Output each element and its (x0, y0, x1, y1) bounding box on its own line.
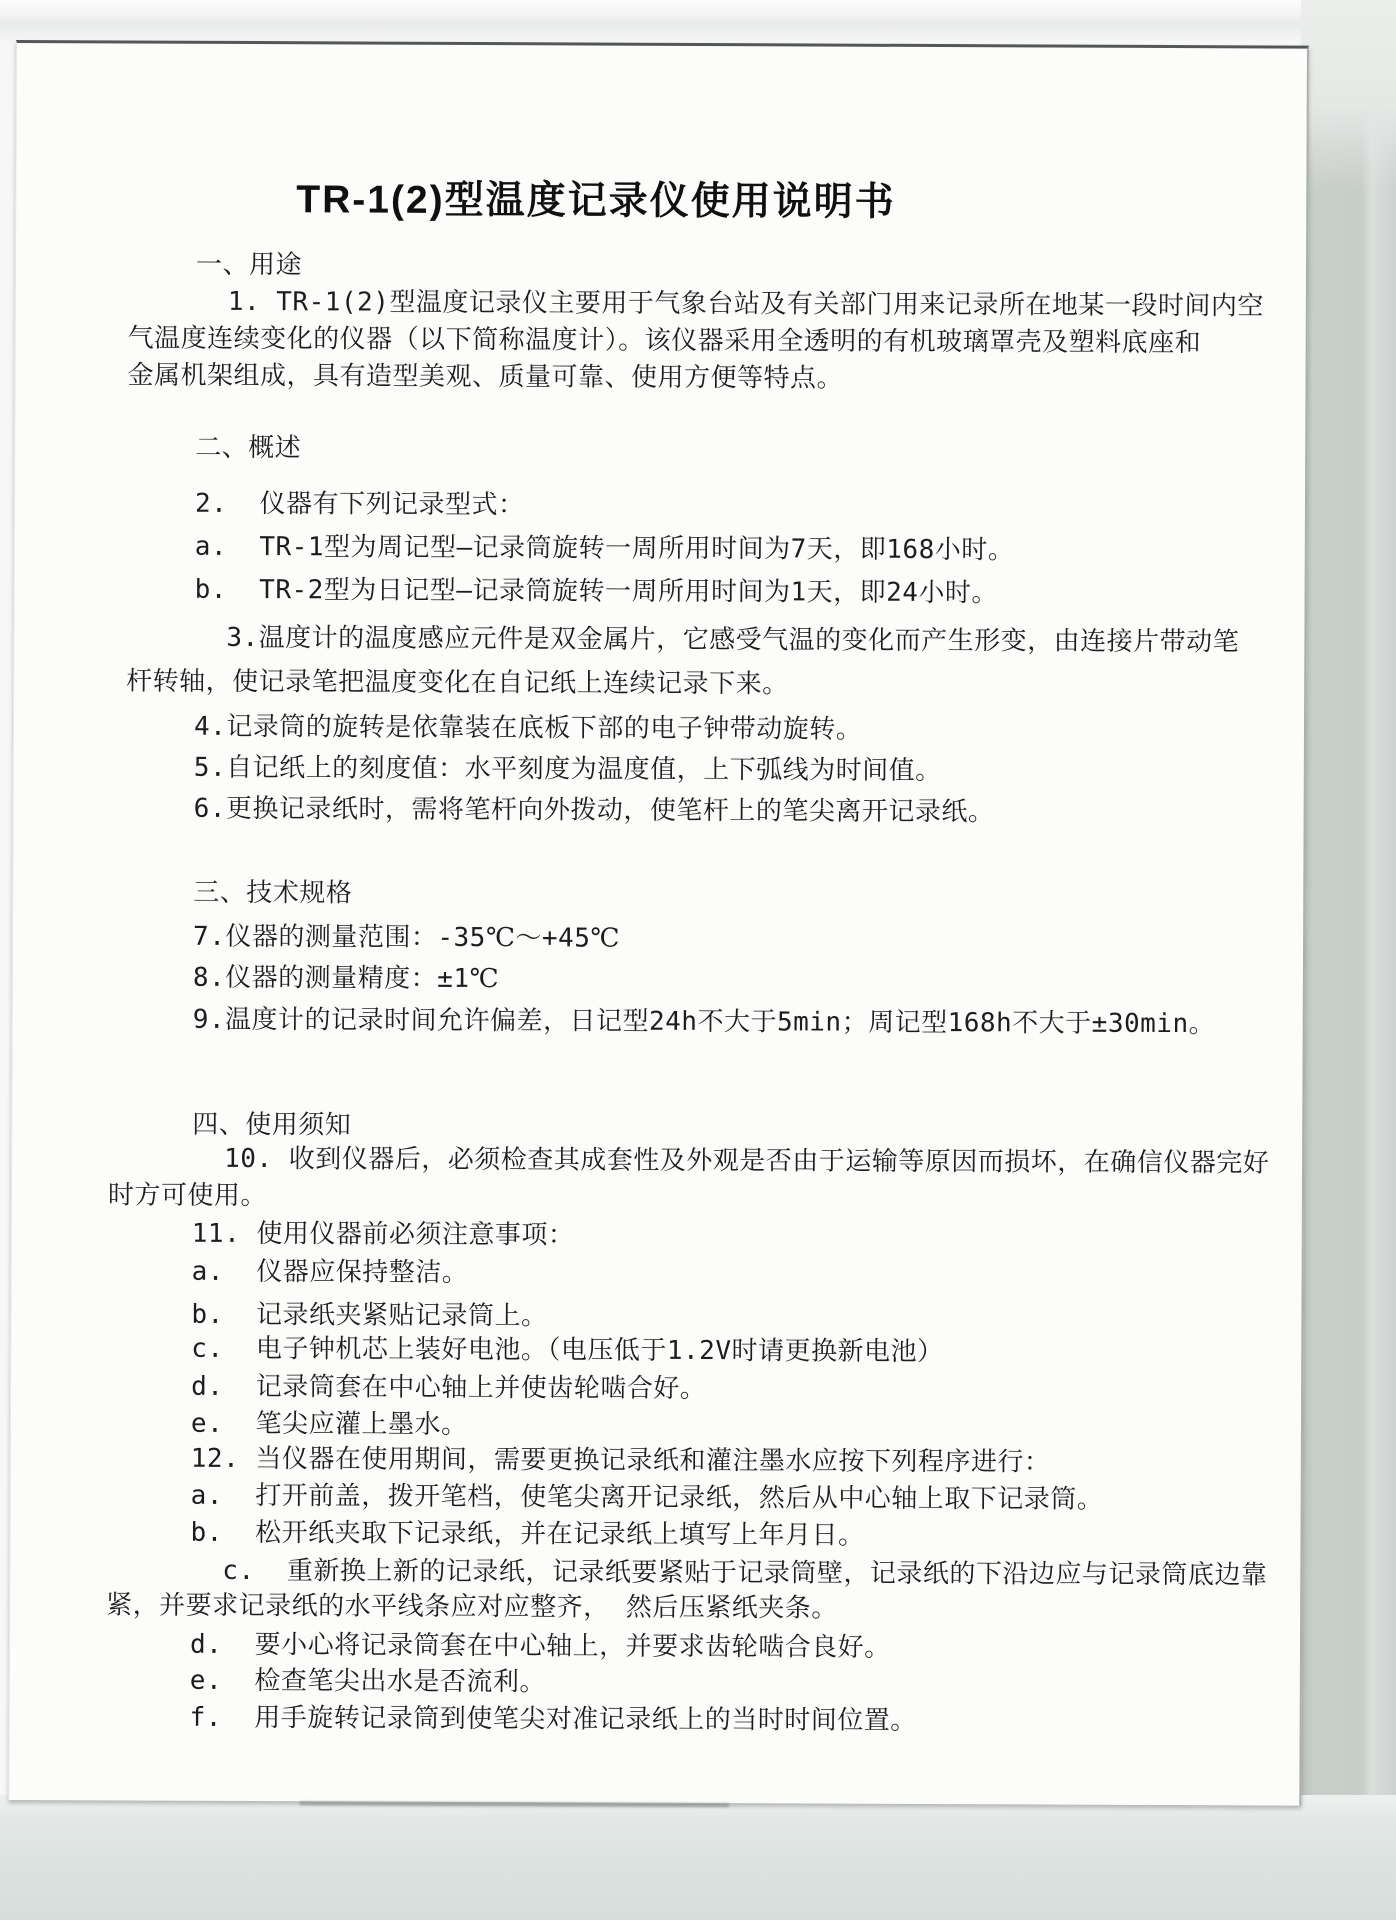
document-line: f. 用手旋转记录筒到使笔尖对准记录纸上的当时时间位置。 (189, 1702, 917, 1736)
document-title: TR-1(2)型温度记录仪使用说明书 (296, 178, 896, 224)
document-line: 2. 仪器有下列记录型式： (194, 488, 525, 521)
section-heading: 四、使用须知 (192, 1109, 352, 1141)
section-heading: 二、概述 (195, 432, 302, 464)
document-line: e. 检查笔尖出水是否流利。 (189, 1665, 547, 1698)
document-line: 紧，并要求记录纸的水平线条应对应整齐， 然后压紧纸夹条。 (106, 1590, 838, 1624)
document-line: 杆转轴，使记录笔把温度变化在自记纸上连续记录下来。 (126, 666, 789, 700)
document-line: a. TR-1型为周记型—记录筒旋转一周所用时间为7天，即168小时。 (194, 531, 1015, 566)
document-line: b. 松开纸夹取下记录纸，并在记录纸上填写上年月日。 (190, 1517, 865, 1551)
document-line: 气温度连续变化的仪器（以下简称温度计）。该仪器采用全透明的有机玻璃罩壳及塑料底座和 (127, 323, 1202, 359)
document-line: 8.仪器的测量精度：±1℃ (192, 962, 500, 995)
section-heading: 三、技术规格 (193, 877, 353, 909)
document-line: d. 记录筒套在中心轴上并使齿轮啮合好。 (191, 1371, 707, 1405)
document-line: c. 重新换上新的记录纸，记录纸要紧贴于记录筒壁，记录纸的下沿边应与记录筒底边靠 (222, 1555, 1268, 1591)
document-line: 6.更换记录纸时，需将笔杆向外拨动，使笔杆上的笔尖离开记录纸。 (193, 793, 995, 828)
scanner-background-top (0, 0, 1396, 42)
document-line: a. 仪器应保持整洁。 (191, 1256, 469, 1288)
scanner-band-highlight (1301, 0, 1396, 190)
document-line: 12. 当仪器在使用期间，需要更换记录纸和灌注墨水应按下列程序进行： (190, 1443, 1051, 1478)
document-line: 时方可使用。 (107, 1180, 268, 1212)
scanner-background-bottom (0, 1795, 1396, 1920)
document-line: 5.自记纸上的刻度值：水平刻度为温度值，上下弧线为时间值。 (193, 752, 942, 787)
document-line: b. TR-2型为日记型—记录筒旋转一周所用时间为1天，即24小时。 (194, 574, 999, 609)
scanner-band (1301, 0, 1396, 1920)
document-line: 10. 收到仪器后，必须检查其成套性及外观是否由于运输等原因而损坏，在确信仪器完好 (224, 1143, 1270, 1179)
page-sheet (8, 40, 1309, 1806)
document-line: 4.记录筒的旋转是依靠装在底板下部的电子钟带动旋转。 (193, 711, 863, 745)
document-line: d. 要小心将记录筒套在中心轴上，并要求齿轮啮合良好。 (189, 1629, 891, 1663)
document-line: 9.温度计的记录时间允许偏差，日记型24h不大于5min；周记型168h不大于±30min。 (192, 1004, 1216, 1040)
document-line: 金属机架组成，具有造型美观、质量可靠、使用方便等特点。 (127, 360, 844, 394)
document-line: 1. TR-1(2)型温度记录仪主要用于气象台站及有关部门用来记录所在地某一段时间内空 (227, 286, 1264, 322)
document-line: e. 笔尖应灌上墨水。 (190, 1408, 468, 1440)
scanner-background-right (1301, 0, 1396, 1920)
document-line: 7.仪器的测量范围：-35℃～+45℃ (193, 921, 621, 954)
document-line: c. 电子钟机芯上装好电池。（电压低于1.2V时请更换新电池） (191, 1333, 944, 1368)
document-line: a. 打开前盖，拨开笔档，使笔尖离开记录纸，然后从中心轴上取下记录筒。 (190, 1480, 1104, 1515)
document-line: 3.温度计的温度感应元件是双金属片，它感受气温的变化而产生形变，由连接片带动笔 (226, 622, 1240, 658)
document-line: 11. 使用仪器前必须注意事项： (191, 1218, 575, 1251)
section-heading: 一、用途 (195, 249, 303, 281)
document-line: b. 记录纸夹紧贴记录筒上。 (191, 1299, 548, 1332)
